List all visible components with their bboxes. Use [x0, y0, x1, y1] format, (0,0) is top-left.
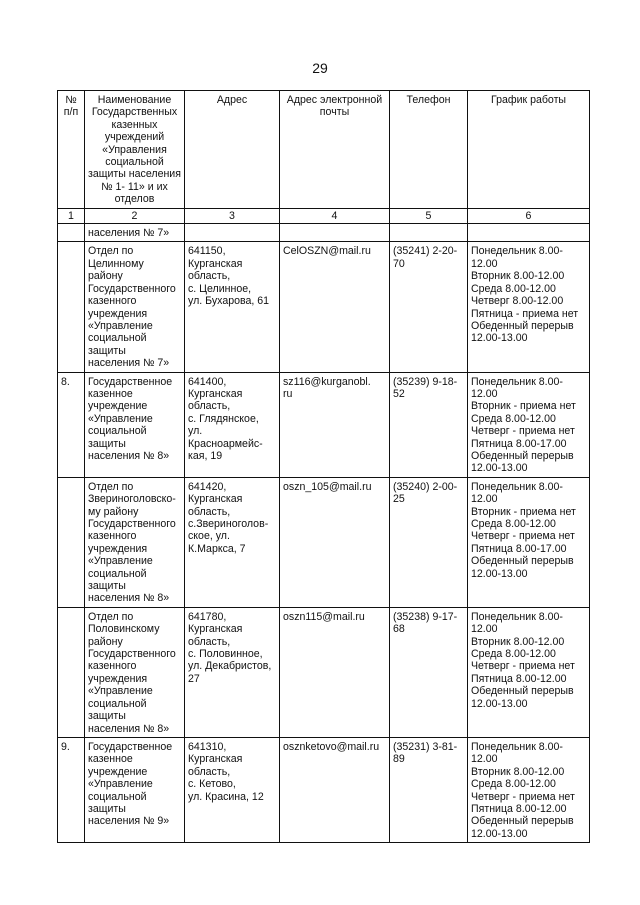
institution-phone: (35238) 9-17- 68	[390, 607, 468, 737]
institution-address	[185, 224, 280, 242]
institution-phone: (35231) 3-81- 89	[390, 737, 468, 842]
institution-email: sz116@kurganobl. ru	[280, 372, 390, 477]
institution-phone: (35240) 2-00- 25	[390, 477, 468, 607]
header-row	[58, 91, 590, 209]
header-address: Адрес	[185, 91, 280, 209]
institution-address: 641400, Курганская область, с. Глядянское, ул. Красноармейс- кая, 19	[185, 372, 280, 477]
institution-email	[280, 224, 390, 242]
column-number: 6	[468, 208, 590, 223]
page-number: 29	[312, 60, 328, 76]
column-number: 3	[185, 208, 280, 223]
header-number: № п/п	[58, 91, 85, 209]
column-number: 1	[58, 208, 85, 223]
institution-name: Отдел по Половинскому району Государственного казенного учреждения «Управление социальной защиты населения № 8»	[85, 607, 185, 737]
header-email: Адрес электронной почты	[280, 91, 390, 209]
table-row	[58, 477, 590, 607]
table-row	[58, 224, 590, 242]
table-row	[58, 372, 590, 477]
institution-name: Государственное казенное учреждение «Управление социальной защиты населения № 8»	[85, 372, 185, 477]
column-number: 5	[390, 208, 468, 223]
column-number: 2	[85, 208, 185, 223]
table-row	[58, 737, 590, 842]
institution-schedule: Понедельник 8.00- 12.00 Вторник - приема нет Среда 8.00-12.00 Четверг - приема нет Пятница 8.00-17.00 Обеденный перерыв 12.00-13.00	[468, 477, 590, 607]
institution-name: Государственное казенное учреждение «Управление социальной защиты населения № 9»	[85, 737, 185, 842]
row-number: 9.	[58, 737, 85, 842]
row-number	[58, 607, 85, 737]
institution-schedule: Понедельник 8.00- 12.00 Вторник 8.00-12.00 Среда 8.00-12.00 Четверг 8.00-12.00 Пятница - приема нет Обеденный перерыв 12.00-13.00	[468, 242, 590, 372]
institution-address: 641310, Курганская область, с. Кетово, ул. Красина, 12	[185, 737, 280, 842]
institution-phone: (35241) 2-20- 70	[390, 242, 468, 372]
institution-address: 641150, Курганская область, с. Целинное, ул. Бухарова, 61	[185, 242, 280, 372]
institution-name: Отдел по Целинному району Государственного казенного учреждения «Управление социальной защиты населения № 7»	[85, 242, 185, 372]
institution-name: Отдел по Звериноголовско- му району Государственного казенного учреждения «Управление социальной защиты населения № 8»	[85, 477, 185, 607]
header-name: Наименование Государственных казенных учреждений «Управления социальной защиты населения № 1- 11» и их отделов	[85, 91, 185, 209]
institution-email: oszn115@mail.ru	[280, 607, 390, 737]
institutions-table	[57, 90, 590, 843]
column-number-row	[58, 208, 590, 223]
header-schedule: График работы	[468, 91, 590, 209]
institution-schedule: Понедельник 8.00- 12.00 Вторник 8.00-12.00 Среда 8.00-12.00 Четверг - приема нет Пятница 8.00-12.00 Обеденный перерыв 12.00-13.00	[468, 607, 590, 737]
row-number	[58, 477, 85, 607]
institution-phone: (35239) 9-18- 52	[390, 372, 468, 477]
table-row	[58, 242, 590, 372]
institution-schedule: Понедельник 8.00- 12.00 Вторник - приема нет Среда 8.00-12.00 Четверг - приема нет Пятница 8.00-17.00 Обеденный перерыв 12.00-13.00	[468, 372, 590, 477]
institution-schedule	[468, 224, 590, 242]
institution-schedule: Понедельник 8.00- 12.00 Вторник 8.00-12.00 Среда 8.00-12.00 Четверг - приема нет Пятница 8.00-12.00 Обеденный перерыв 12.00-13.00	[468, 737, 590, 842]
institution-email: CelOSZN@mail.ru	[280, 242, 390, 372]
row-number	[58, 224, 85, 242]
institution-email: oszn_105@mail.ru	[280, 477, 390, 607]
row-number: 8.	[58, 372, 85, 477]
table-row	[58, 607, 590, 737]
institution-address: 641780, Курганская область, с. Половинное, ул. Декабристов, 27	[185, 607, 280, 737]
institution-address: 641420, Курганская область, с.Звериноголов- ское, ул. К.Маркса, 7	[185, 477, 280, 607]
institution-name: населения № 7»	[85, 224, 185, 242]
header-phone: Телефон	[390, 91, 468, 209]
institution-phone	[390, 224, 468, 242]
column-number: 4	[280, 208, 390, 223]
row-number	[58, 242, 85, 372]
institution-email: osznketovo@mail.ru	[280, 737, 390, 842]
